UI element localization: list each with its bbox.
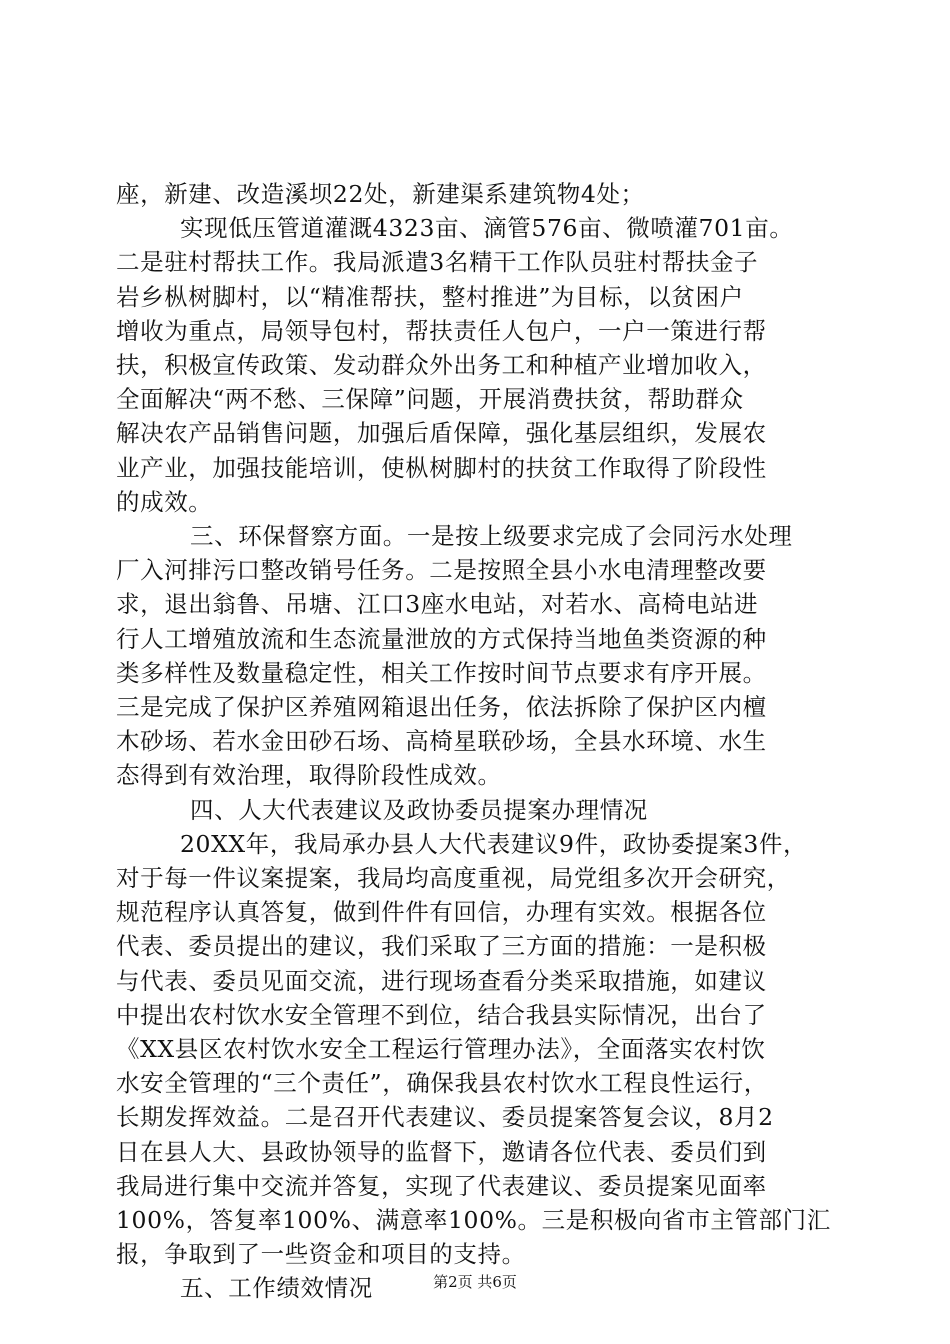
body-line: 岩乡枞树脚村，以“精准帮扶，整村推进”为目标，以贫困户 <box>116 282 744 311</box>
body-line: 100%，答复率100%、满意率100%。三是积极向省市主管部门汇 <box>116 1206 831 1234</box>
body-line: 水安全管理的“三个责任”，确保我县农村饮水工程良性运行， <box>116 1069 768 1098</box>
body-line: 求，退出翁鲁、吊塘、江口3座水电站，对若水、高椅电站进 <box>116 590 759 619</box>
body-line: 长期发挥效益。二是召开代表建议、委员提案答复会议，8月2 <box>116 1103 774 1132</box>
section-heading: 五、工作绩效情况 <box>180 1274 373 1303</box>
section-heading: 四、人大代表建议及政协委员提案办理情况 <box>190 795 648 824</box>
body-line: 中提出农村饮水安全管理不到位，结合我县实际情况，出台了 <box>116 1000 767 1029</box>
body-line: 对于每一件议案提案，我局均高度重视，局党组多次开会研究， <box>116 864 791 892</box>
body-line: 规范程序认真答复，做到件件有回信，办理有实效。根据各位 <box>116 898 767 927</box>
body-line: 类多样性及数量稳定性，相关工作按时间节点要求有序开展。 <box>116 658 767 687</box>
body-line: 报，争取到了一些资金和项目的支持。 <box>116 1240 526 1269</box>
body-line: 扶，积极宣传政策、发动群众外出务工和种植产业增加收入， <box>116 351 767 379</box>
body-line: 日在县人大、县政协领导的监督下，邀请各位代表、委员们到 <box>116 1137 767 1166</box>
body-line: 木砂场、若水金田砂石场、高椅星联砂场，全县水环境、水生 <box>116 727 767 756</box>
page-number-footer: 第2页 共6页 <box>433 1273 517 1291</box>
body-line: 实现低压管道灌溉4323亩、滴管576亩、微喷灌701亩。 <box>180 214 794 243</box>
body-line: 全面解决“两不愁、三保障”问题，开展消费扶贫，帮助群众 <box>116 385 744 414</box>
body-line: 代表、委员提出的建议，我们采取了三方面的措施：一是积极 <box>116 932 767 961</box>
body-line: 的成效。 <box>116 487 213 516</box>
body-line: 《XX县区农村饮水安全工程运行管理办法》，全面落实农村饮 <box>116 1035 766 1063</box>
body-line: 态得到有效治理，取得阶段性成效。 <box>116 761 502 790</box>
body-line: 20XX年，我局承办县人大代表建议9件，政协委提案3件， <box>180 829 808 858</box>
body-line: 增收为重点，局领导包村，帮扶责任人包户，一户一策进行帮 <box>116 316 767 345</box>
body-line: 厂入河排污口整改销号任务。二是按照全县小水电清理整改要 <box>116 556 767 585</box>
body-line: 业产业，加强技能培训，使枞树脚村的扶贫工作取得了阶段性 <box>116 453 767 482</box>
body-line: 行人工增殖放流和生态流量泄放的方式保持当地鱼类资源的种 <box>116 624 767 653</box>
body-line: 座，新建、改造溪坝22处，新建渠系建筑物4处； <box>116 180 645 208</box>
body-line: 与代表、委员见面交流，进行现场查看分类采取措施，如建议 <box>116 966 767 995</box>
section-heading: 三、环保督察方面。一是按上级要求完成了会同污水处理 <box>190 522 793 550</box>
body-line: 解决农产品销售问题，加强后盾保障，强化基层组织，发展农 <box>116 419 767 448</box>
body-line: 我局进行集中交流并答复，实现了代表建议、委员提案见面率 <box>116 1171 767 1200</box>
body-line: 二是驻村帮扶工作。我局派遣3名精干工作队员驻村帮扶金子 <box>116 248 759 277</box>
body-line: 三是完成了保护区养殖网箱退出任务，依法拆除了保护区内檀 <box>116 693 767 721</box>
